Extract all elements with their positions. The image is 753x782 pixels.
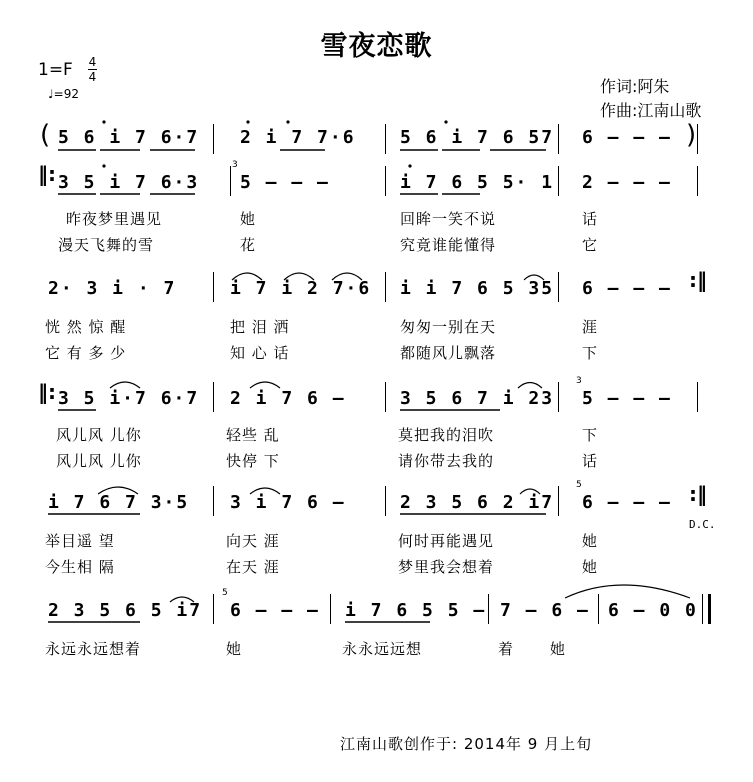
slur [250, 382, 280, 388]
row1-m4: 6 – – – [582, 127, 672, 148]
slur [250, 488, 280, 494]
key-label: 1=F [38, 60, 73, 80]
lyric: 何时再能遇见 [398, 532, 495, 550]
grace-note: 3 [576, 376, 582, 386]
slur [284, 273, 314, 280]
lyric: 她 [582, 558, 599, 576]
row5-m4: 6 – – – [582, 492, 672, 513]
row6-m4: 7 – 6 – [500, 600, 590, 621]
footer-note: 江南山歌创作于: 2014年 9 月上旬 [340, 735, 593, 753]
slur [524, 275, 544, 280]
lyric: 她 [550, 640, 567, 658]
lyricist-credit: 作词:阿朱 [600, 77, 670, 96]
row6-m3: i 7 6 5 5 – [345, 600, 487, 621]
lyric: 她 [226, 640, 243, 658]
row2-m2: 5 – – – [240, 172, 330, 193]
row6-m1: 2 3 5 6 5 i7 [48, 600, 203, 621]
lyric: 把 泪 洒 [230, 318, 290, 336]
row4-m4: 5 – – – [582, 388, 672, 409]
row3-m4: 6 – – – [582, 278, 672, 299]
row6-m2: 6 – – – [230, 600, 320, 621]
repeat-start: ‖: [38, 380, 56, 404]
lyric: 着 [498, 640, 515, 658]
row3-m1: 2· 3 i · 7 [48, 278, 177, 299]
grace-note: 5 [222, 588, 228, 598]
lyric: 恍 然 惊 醒 [45, 318, 127, 336]
lyric: 向天 涯 [226, 532, 280, 550]
grace-note: 5 [576, 480, 582, 490]
row3-m2: i 7 i 2 7·6 [230, 278, 372, 299]
high-octave-dot [102, 120, 105, 123]
slur [110, 382, 140, 388]
lyric: 请你带去我的 [398, 452, 495, 470]
time-sig-top: 4 [88, 55, 97, 69]
time-sig-bottom: 4 [88, 70, 97, 84]
repeat-end: :‖ [689, 268, 707, 292]
row2-m3: i 7 6 5 5· 1 [400, 172, 555, 193]
row2-m4: 2 – – – [582, 172, 672, 193]
high-octave-dot [408, 164, 411, 167]
lyric: 匆匆一别在天 [400, 318, 497, 336]
close-paren: ) [686, 120, 697, 150]
slur [520, 489, 540, 494]
row4-m2: 2 i 7 6 – [230, 388, 346, 409]
lyric: 她 [582, 532, 599, 550]
lyric: 梦里我会想着 [398, 558, 495, 576]
row3-m3: i i 7 6 5 35 [400, 278, 555, 299]
lyric: 话 [582, 452, 599, 470]
lyric: 都随风儿飘落 [400, 344, 497, 362]
lyric: 举目遥 望 [45, 532, 115, 550]
lyric: 它 有 多 少 [45, 344, 127, 362]
slur [232, 273, 262, 280]
high-octave-dot [246, 120, 249, 123]
row1-m3: 5 6 i 7 6 57 [400, 127, 555, 148]
open-paren: ( [40, 120, 51, 150]
slur [332, 273, 362, 280]
da-capo-mark: D.C. [689, 518, 716, 531]
lyric: 涯 [582, 318, 599, 336]
row1-m1: 5 6 i 7 6·7 [58, 127, 200, 148]
lyric: 漫天飞舞的雪 [58, 236, 155, 254]
row2-m1: 3 5 i 7 6·3 [58, 172, 200, 193]
lyric: 今生相 隔 [45, 558, 115, 576]
row5-m1: i 7 6 7 3·5 [48, 492, 190, 513]
lyric: 永远永远想着 [45, 640, 142, 658]
row5-m3: 2 3 5 6 2 i7 [400, 492, 555, 513]
high-octave-dot [102, 164, 105, 167]
lyric: 风儿风 儿你 [56, 452, 142, 470]
grace-note: 3 [232, 160, 238, 170]
composer-credit: 作曲:江南山歌 [600, 101, 702, 120]
page-title: 雪夜恋歌 [320, 31, 433, 62]
lyric: 永永远远想 [342, 640, 423, 658]
lyric: 知 心 话 [230, 344, 290, 362]
high-octave-dot [286, 120, 289, 123]
lyric: 回眸一笑不说 [400, 210, 497, 228]
slur [518, 383, 542, 389]
lyric: 下 [582, 426, 599, 444]
high-octave-dot [444, 120, 447, 123]
row4-m3: 3 5 6 7 i 23 [400, 388, 555, 409]
lyric: 下 [582, 344, 599, 362]
lyric: 在天 涯 [226, 558, 280, 576]
row1-m2: 2 i 7 7·6 [240, 127, 356, 148]
slur [98, 487, 138, 494]
lyric: 风儿风 儿你 [56, 426, 142, 444]
lyric: 莫把我的泪吹 [398, 426, 495, 444]
lyric: 花 [240, 236, 257, 254]
lyric: 她 [240, 210, 257, 228]
lyric: 轻些 乱 [226, 426, 280, 444]
tempo-mark: ♩=92 [48, 87, 79, 101]
lyric: 究竟谁能懂得 [400, 236, 497, 254]
row5-m2: 3 i 7 6 – [230, 492, 346, 513]
repeat-start: ‖: [38, 162, 56, 186]
lyric: 快停 下 [226, 452, 280, 470]
lyric: 它 [582, 236, 599, 254]
tie [565, 585, 690, 598]
slur [170, 597, 194, 602]
row6-m5: 6 – 0 0 [608, 600, 698, 621]
repeat-end: :‖ [689, 482, 707, 506]
lyric: 话 [582, 210, 599, 228]
lyric: 昨夜梦里遇见 [66, 210, 163, 228]
row4-m1: 3 5 i·7 6·7 [58, 388, 200, 409]
